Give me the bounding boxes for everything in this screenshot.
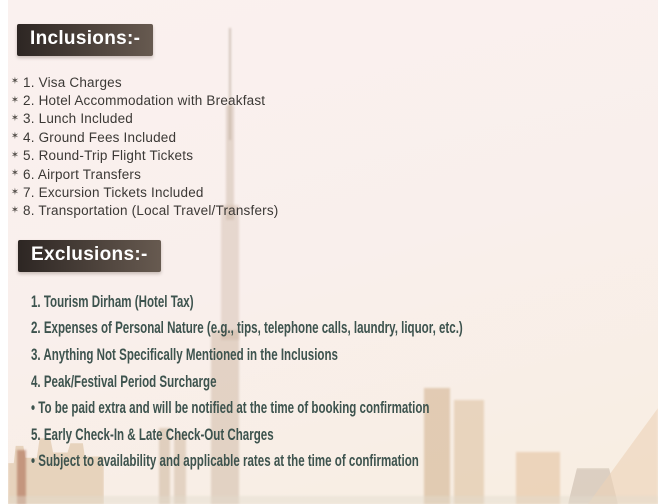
inclusion-item: [8, 128, 279, 146]
inclusion-item: [8, 73, 279, 91]
list-item-text: 2. Expenses of Personal Nature (e.g., tips, telephone calls, laundry, liquor, etc.): [31, 319, 463, 338]
list-item-text: 2. Hotel Accommodation with Breakfast: [23, 93, 266, 109]
left-margin-strip: [0, 0, 8, 504]
list-item-text: • Subject to availability and applicable rates at the time of confirmation: [31, 452, 419, 471]
list-item-text: • To be paid extra and will be notified at the time of booking confirmation: [31, 399, 430, 418]
list-item-text: 1. Visa Charges: [23, 74, 122, 90]
inclusion-item: [8, 147, 279, 165]
exclusion-item: [31, 449, 648, 476]
list-item-text: 8. Transportation (Local Travel/Transfers): [23, 203, 279, 219]
list-item-text: 4. Peak/Festival Period Surcharge: [31, 372, 217, 391]
star-bullet-icon: ✶: [10, 149, 20, 161]
exclusion-item: [31, 395, 648, 422]
inclusion-item: [8, 202, 279, 220]
inclusions-header: [17, 24, 153, 56]
exclusion-item: [31, 316, 648, 343]
exclusion-item: [31, 342, 648, 369]
star-bullet-icon: ✶: [10, 131, 20, 143]
inclusion-item: [8, 91, 279, 109]
star-bullet-icon: ✶: [10, 204, 20, 216]
exclusions-header: [18, 240, 161, 272]
exclusions-list: [31, 289, 648, 475]
star-bullet-icon: ✶: [10, 94, 20, 106]
inclusion-item: [8, 183, 279, 201]
exclusions-title: Exclusions:-: [31, 244, 148, 265]
exclusion-item: [31, 369, 648, 396]
list-item-text: 5. Early Check-In & Late Check-Out Charges: [31, 425, 274, 444]
background-ground-band: [8, 496, 658, 504]
list-item-text: 6. Airport Transfers: [23, 166, 142, 182]
inclusion-item: [8, 165, 279, 183]
exclusion-item: [31, 422, 648, 449]
star-bullet-icon: ✶: [10, 186, 20, 198]
list-item-text: 3. Anything Not Specifically Mentioned in the Inclusions: [31, 345, 338, 364]
exclusion-item: [31, 289, 648, 316]
inclusions-list: [8, 73, 279, 220]
inclusions-title: Inclusions:-: [30, 28, 141, 49]
list-item-text: 7. Excursion Tickets Included: [23, 185, 204, 201]
star-bullet-icon: ✶: [10, 112, 20, 124]
list-item-text: 5. Round-Trip Flight Tickets: [23, 148, 194, 164]
list-item-text: 1. Tourism Dirham (Hotel Tax): [31, 292, 194, 311]
star-bullet-icon: ✶: [10, 168, 20, 180]
star-bullet-icon: ✶: [10, 76, 20, 88]
list-item-text: 3. Lunch Included: [23, 111, 133, 127]
list-item-text: 4. Ground Fees Included: [23, 129, 177, 145]
inclusion-item: [8, 110, 279, 128]
